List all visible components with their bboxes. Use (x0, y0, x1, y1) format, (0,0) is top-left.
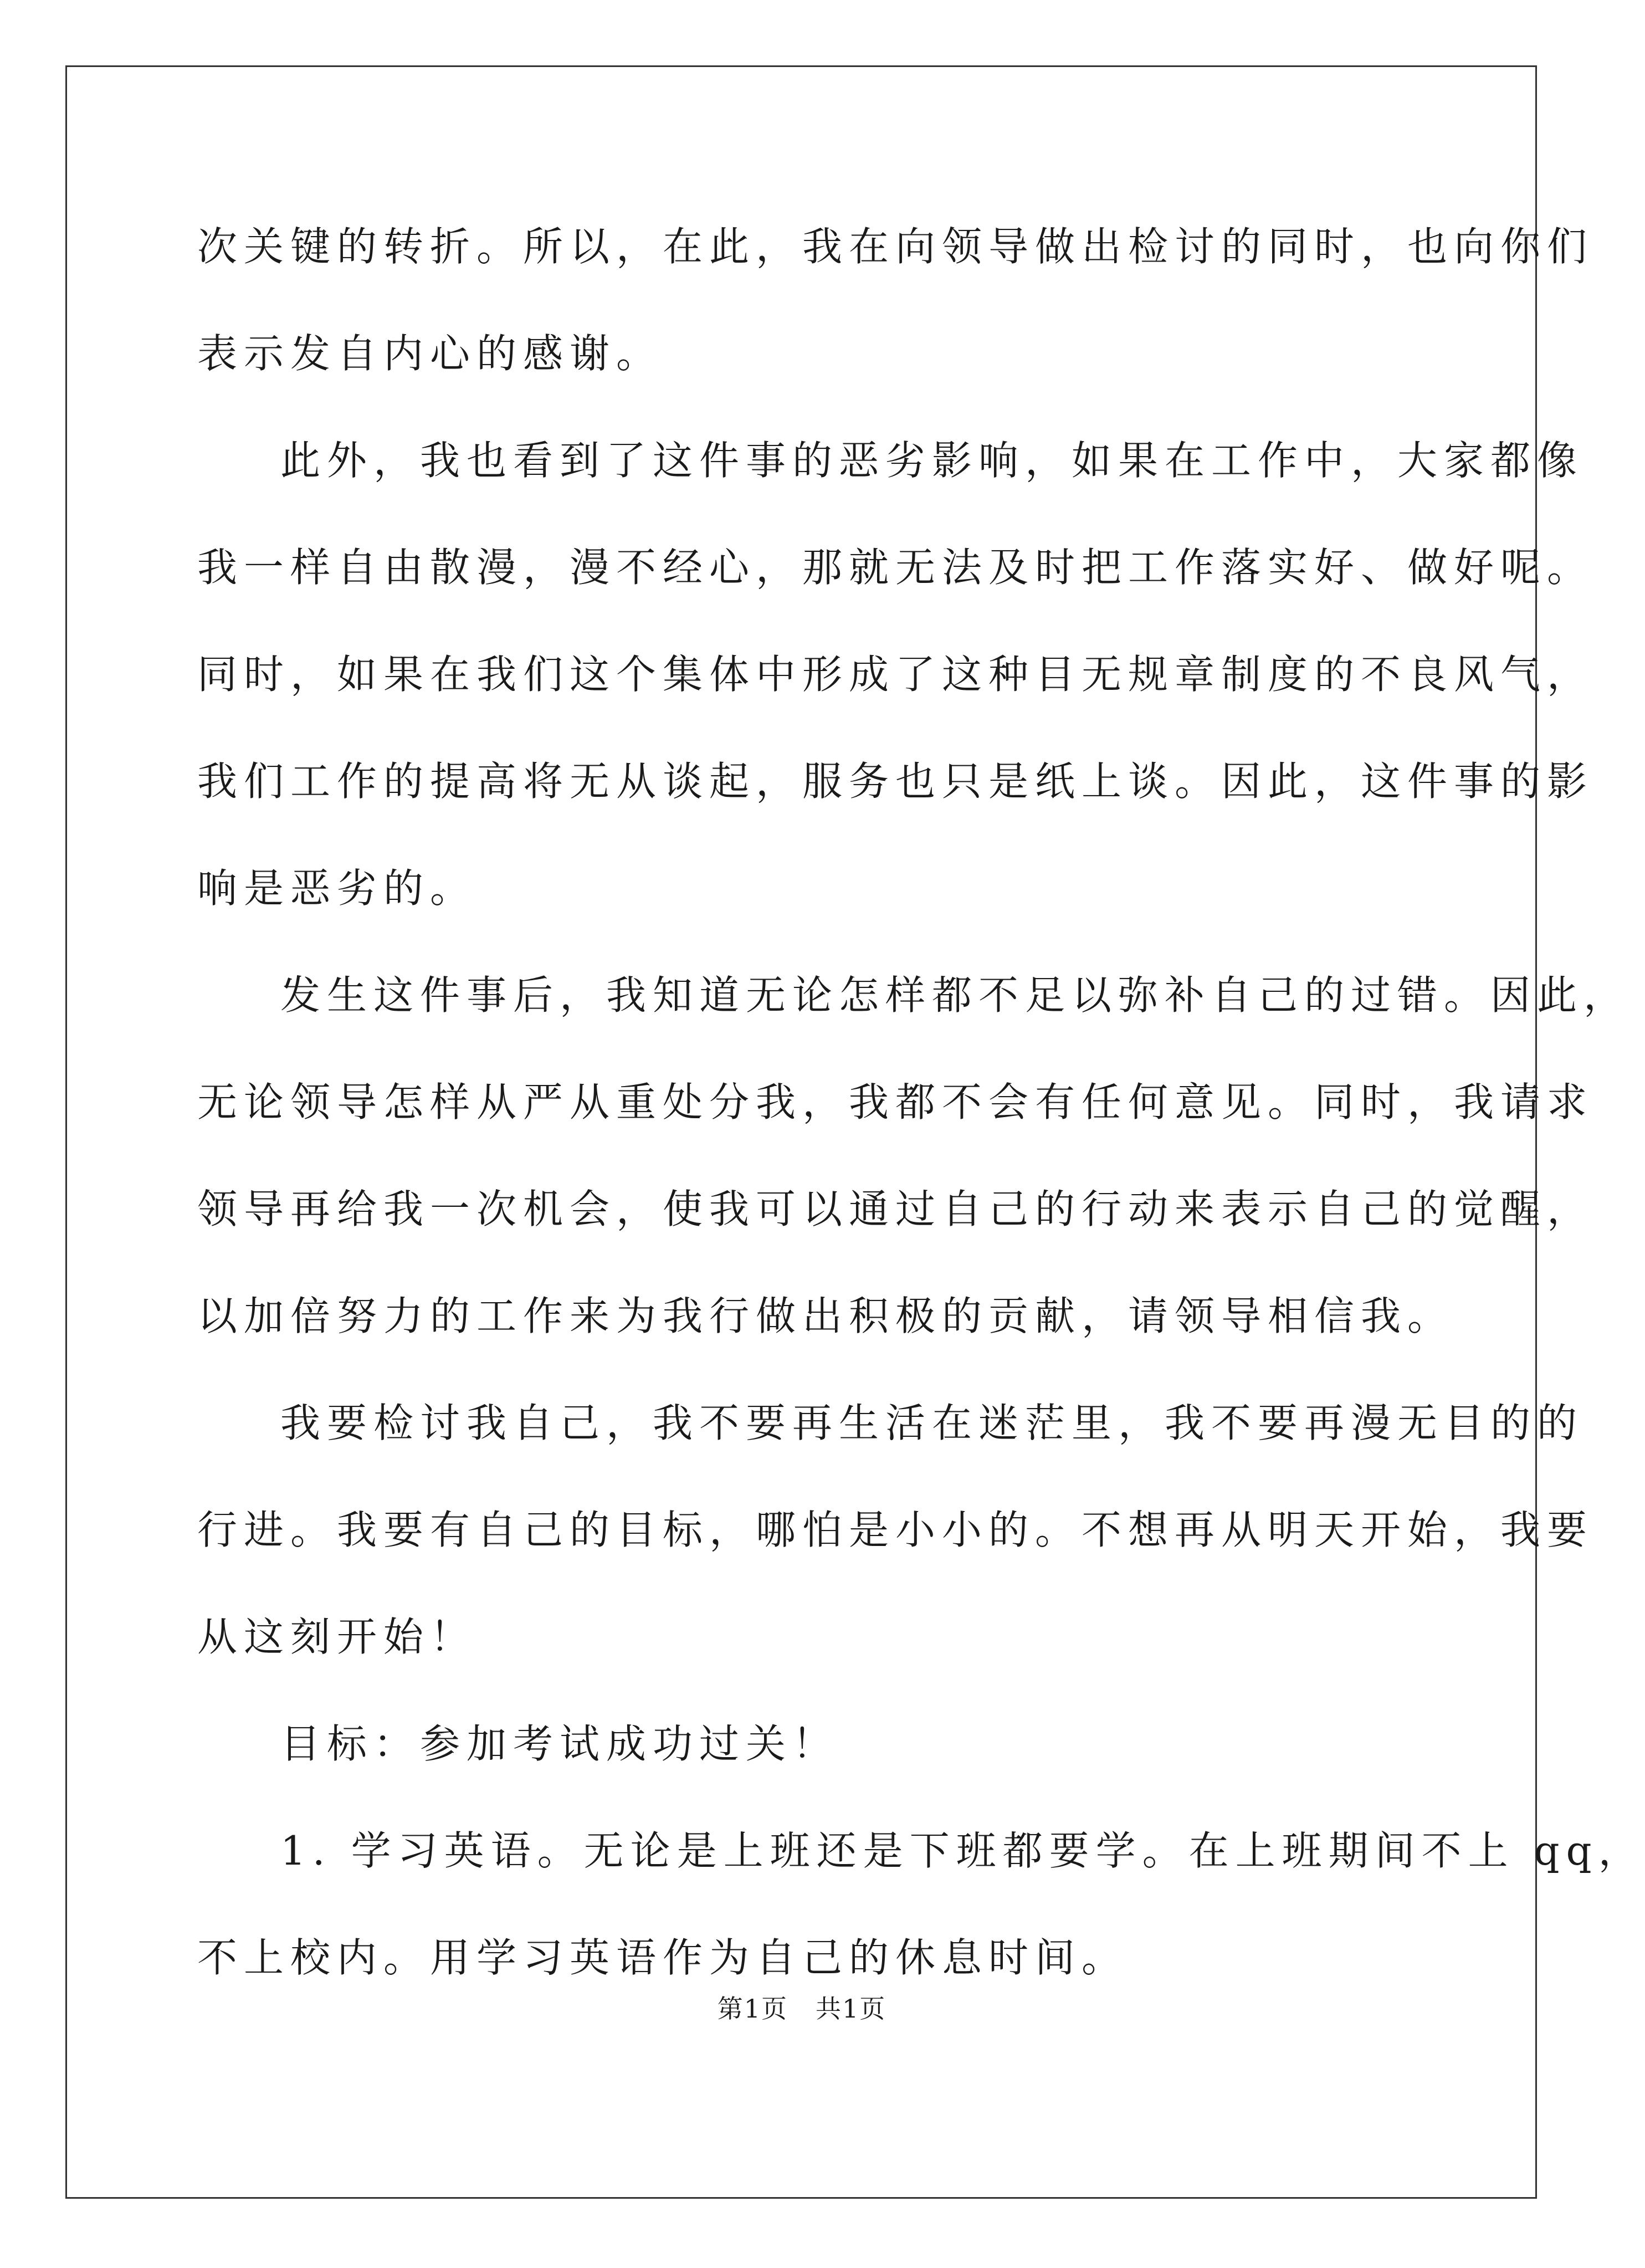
document-body (197, 208, 1645, 2026)
text-line-4: 我一样自由散漫，漫不经心，那就无法及时把工作落实好、做好呢。 (197, 544, 1594, 591)
text-line-10: 领导再给我一次机会，使我可以通过自己的行动来表示自己的觉醒， (197, 1186, 1594, 1232)
text-line-1: 次关键的转折。所以，在此，我在向领导做出检讨的同时，也向你们 (197, 223, 1594, 270)
text-line-6: 我们工作的提高将无从谈起，服务也只是纸上谈。因此，这件事的影 (197, 758, 1594, 805)
text-line-14: 从这刻开始！ (197, 1614, 477, 1660)
text-line-7: 响是恶劣的。 (197, 865, 477, 912)
page-total: 共1页 (816, 1994, 886, 2024)
text-line-12: 我要检讨我自己，我不要再生活在迷茫里，我不要再漫无目的的 (280, 1400, 1584, 1446)
text-line-15: 目标：参加考试成功过关！ (280, 1721, 839, 1767)
text-line-16: 1. 学习英语。无论是上班还是下班都要学。在上班期间不上 qq， (280, 1827, 1645, 1874)
text-line-11: 以加倍努力的工作来为我行做出积极的贡献，请领导相信我。 (197, 1293, 1454, 1339)
text-line-9: 无论领导怎样从严从重处分我，我都不会有任何意见。同时，我请求 (197, 1079, 1594, 1125)
text-line-2: 表示发自内心的感谢。 (197, 330, 663, 377)
text-line-5: 同时，如果在我们这个集体中形成了这种目无规章制度的不良风气， (197, 651, 1594, 698)
text-line-8: 发生这件事后，我知道无论怎样都不足以弥补自己的过错。因此， (280, 972, 1631, 1018)
page-number: 第1页 (717, 1994, 788, 2024)
text-line-3: 此外，我也看到了这件事的恶劣影响，如果在工作中，大家都像 (280, 437, 1584, 484)
page-footer (0, 1992, 1603, 2025)
text-line-17: 不上校内。用学习英语作为自己的休息时间。 (197, 1934, 1129, 1981)
text-line-13: 行进。我要有自己的目标，哪怕是小小的。不想再从明天开始，我要 (197, 1507, 1594, 1553)
